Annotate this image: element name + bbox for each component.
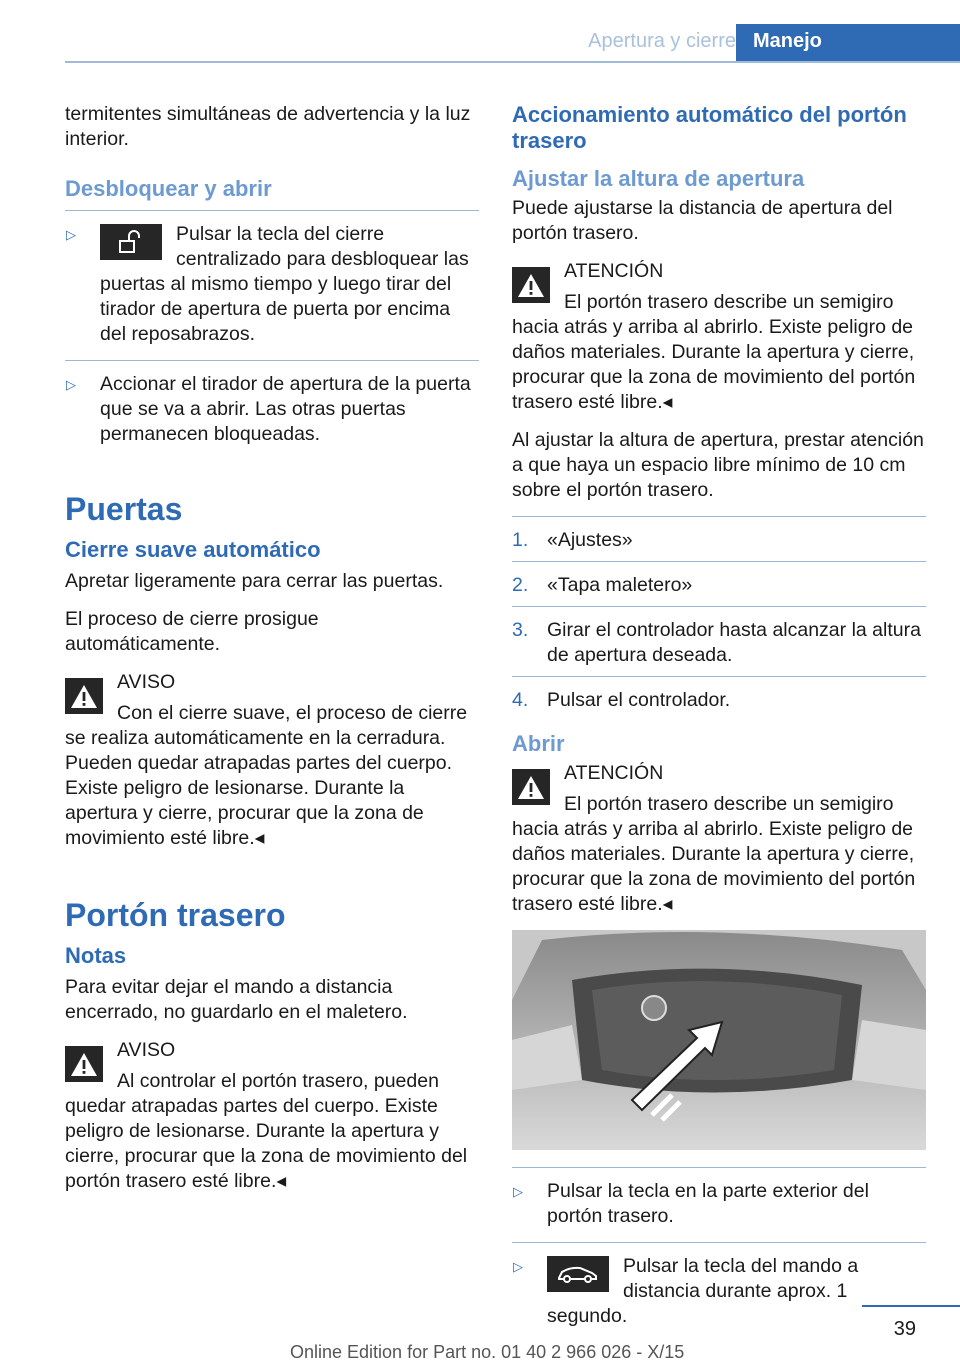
intro-text: termitentes simultáneas de advertencia y la luz interior.: [65, 103, 471, 150]
divider: [512, 561, 926, 562]
caution-title: ATENCIÓN: [564, 260, 664, 282]
header-chapter-tab[interactable]: Manejo: [736, 24, 960, 61]
triangle-bullet-icon: ▷: [513, 1184, 523, 1199]
open-heading: Abrir: [512, 731, 565, 756]
unlock-key-icon: [100, 224, 162, 260]
soft-close-p2: El proceso de cierre prosigue automáticamente.: [65, 608, 319, 655]
triangle-bullet-icon: ▷: [66, 377, 76, 392]
divider: [512, 516, 926, 517]
triangle-bullet-icon: ▷: [513, 1259, 523, 1274]
height-heading: Ajustar la altura de apertura: [512, 166, 805, 191]
warning-icon: [65, 678, 103, 714]
step-4: 4. Pulsar el controlador.: [512, 689, 731, 711]
unlock-heading: Desbloquear y abrir: [65, 176, 272, 201]
open-bullet-1: ▷ Pulsar la tecla en la parte exterior del portón trasero.: [513, 1180, 869, 1227]
page-number: 39: [893, 1318, 916, 1340]
open-bullet-2: ▷ Pulsar la tecla del mando a distancia durante aprox. 1 segundo.: [513, 1255, 859, 1327]
tailgate-heading: Portón trasero: [65, 897, 286, 933]
notice-title: AVISO: [117, 1039, 176, 1061]
caution-2: [512, 761, 926, 917]
notice-text: Al controlar el portón trasero, pueden quedar atrapadas partes del cuerpo. Existe peligro de lesionarse. Durante la apertura y cierre, procurar que la zona de movimiento del portón trasero esté libre.◂: [65, 1070, 468, 1192]
divider: [65, 360, 479, 361]
unlock-bullet-2: ▷ Accionar el tirador de apertura de la puerta que se va a abrir. Las otras puertas permanecen bloqueadas.: [66, 373, 471, 445]
tailgate-illustration: [512, 930, 926, 1150]
divider: [512, 676, 926, 677]
caution-text: El portón trasero describe un semigiro hacia atrás y arriba al abrirlo. Existe peligro de daños materiales. Durante la apertura y cierre, procurar que la zona de movimiento del portón trasero esté libre.◂: [512, 793, 916, 915]
height-text-2: Al ajustar la altura de apertura, prestar atención a que haya un espacio libre mínimo de 10 cm sobre el portón trasero.: [512, 429, 924, 501]
left-column: [65, 102, 479, 1207]
divider: [512, 1167, 926, 1168]
header-section-title: Apertura y cierre: [588, 30, 736, 52]
step-1: 1. «Ajustes»: [512, 529, 633, 551]
car-tailgate-key-icon: [547, 1256, 609, 1292]
soft-close-heading: Cierre suave automático: [65, 537, 321, 562]
doors-heading: Puertas: [65, 491, 183, 527]
notice-1: [65, 670, 479, 851]
step-3: 3. Girar el controlador hasta alcanzar la altura de apertura deseada.: [512, 619, 921, 666]
notice-2: [65, 1038, 479, 1194]
notice-title: AVISO: [117, 671, 176, 693]
caution-text: El portón trasero describe un semigiro hacia atrás y arriba al abrirlo. Existe peligro de daños materiales. Durante la apertura y cierre, procurar que la zona de movimiento del portón trasero esté libre.◂: [512, 291, 916, 413]
divider: [512, 1242, 926, 1243]
auto-tailgate-heading: Accionamiento automático del portón trasero: [512, 102, 907, 153]
header-rule: [65, 61, 960, 63]
notes-heading: Notas: [65, 943, 127, 968]
divider: [512, 606, 926, 607]
triangle-bullet-icon: ▷: [66, 227, 76, 242]
step-2: 2. «Tapa maletero»: [512, 574, 693, 596]
caution-1: [512, 259, 926, 415]
warning-icon: [512, 267, 550, 303]
footer-rule: [862, 1305, 960, 1307]
notice-text: Con el cierre suave, el proceso de cierre se realiza automáticamente en la cerradura. Pueden quedar atrapadas partes del cuerpo. Existe peligro de lesionarse. Durante la apertura y cierre, procurar que la zona de movimiento esté libre.◂: [65, 702, 468, 849]
notes-text: Para evitar dejar el mando a distancia encerrado, no guardarlo en el maletero.: [65, 976, 408, 1023]
caution-title: ATENCIÓN: [564, 762, 664, 784]
unlock-bullet-1: ▷ Pulsar la tecla del cierre centralizado para desbloquear las puertas al mismo tiempo y luego tirar del tirador de apertura de puerta por encima del reposabrazos.: [66, 223, 469, 345]
warning-icon: [512, 769, 550, 805]
soft-close-p1: Apretar ligeramente para cerrar las puertas.: [65, 570, 444, 592]
edition-footer: Online Edition for Part no. 01 40 2 966 026 - X/15: [290, 1342, 685, 1362]
divider: [65, 210, 479, 211]
warning-icon: [65, 1046, 103, 1082]
right-column: [512, 102, 926, 1342]
height-text: Puede ajustarse la distancia de apertura del portón trasero.: [512, 197, 893, 244]
